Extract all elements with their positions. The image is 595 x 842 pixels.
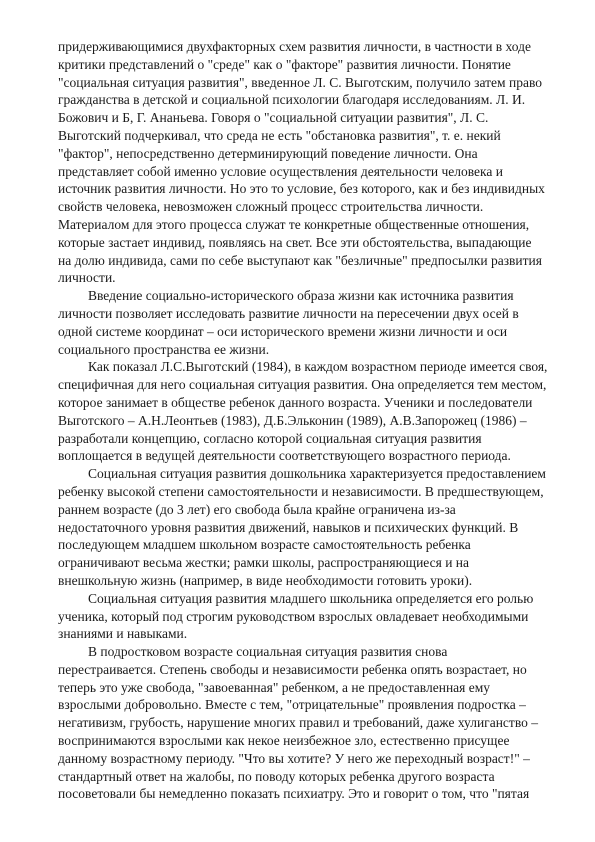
paragraph-vygotsky-age-periods: Как показал Л.С.Выготский (1984), в каждом возрастном периоде имеется своя, специфичная для него социальная ситуация развития. Она определяется тем местом, которое занимает в обществе ребенок данного возраста. Ученики и последователи Выготского – А.Н.Леонтьев (1983), Д.Б.Эльконин (1989), А.В.Запорожец (1986) – разработали концепцию, согласно которой социальная ситуация развития воплощается в ведущей деятельности соответствующего возрастного периода. <box>58 359 548 464</box>
paragraph-continuation: придерживающимися двухфакторных схем развития личности, в частности в ходе критики представлений о "среде" как о "факторе" развития личности. Понятие "социальная ситуация развития", введенное Л. С. Выготским, получило затем право гражданства в детской и социальной психологии благодаря исследованиям. Л. И. Божович и Б, Г. Ананьева. Говоря о "социальной ситуации развития", Л. С. Выготский подчеркивал, что среда не есть "обстановка развития", т. е. некий "фактор", непосредственно детерминирующий поведение личности. Она представляет собой именно условие осуществления деятельности человека и источник развития личности. Но это то условие, без которого, как и без индивидных свойств человека, невозможен сложный процесс строительства личности. Материалом для этого процесса служат те конкретные общественные отношения, которые застает индивид, появляясь на свет. Все эти обстоятельства, выпадающие на долю индивида, сами по себе выступают как "безличные" предпосылки развития личности. <box>58 39 545 286</box>
document-body <box>58 38 548 803</box>
paragraph-adolescent-situation: В подростковом возрасте социальная ситуация развития снова перестраивается. Степень свободы и независимости ребенка опять возрастает, но теперь это уже свобода, "завоеванная" ребенком, а не предоставленная ему взрослыми добровольно. Вместе с тем, "отрицательные" проявления подростка – негативизм, грубость, нарушение многих правил и требований, даже хулиганство – воспринимаются взрослыми как некое неизбежное зло, естественно присущее данному возрастному периоду. "Что вы хотите? У него же переходный возраст!" – стандартный ответ на жалобы, по поводу которых ребенка другого возраста посоветовали бы немедленно показать психиатру. Это и говорит о том, что "пятая <box>58 644 538 802</box>
paragraph-junior-schooler-situation: Социальная ситуация развития младшего школьника определяется его ролью ученика, который под строгим руководством взрослых овладевает необходимыми знаниями и навыками. <box>58 590 534 642</box>
paragraph-preschooler-situation: Социальная ситуация развития дошкольника характеризуется предоставлением ребенку высокой степени самостоятельности и независимости. В предшествующем, раннем возрасте (до 3 лет) его свобода была крайне ограничена из-за недостаточного уровня развития движений, навыков и психических функций. В последующем младшем школьном возрасте самостоятельность ребенка ограничивают весьма жестки; рамки школы, распространяющиеся и на внешкольную жизнь (например, в виде необходимости готовить уроки). <box>58 466 546 588</box>
paragraph-historical-lifestyle: Введение социально-исторического образа жизни как источника развития личности позволяет исследовать развитие личности на пересечении двух осей в одной системе координат – оси исторического времени жизни личности и оси социального пространства ее жизни. <box>58 288 519 357</box>
